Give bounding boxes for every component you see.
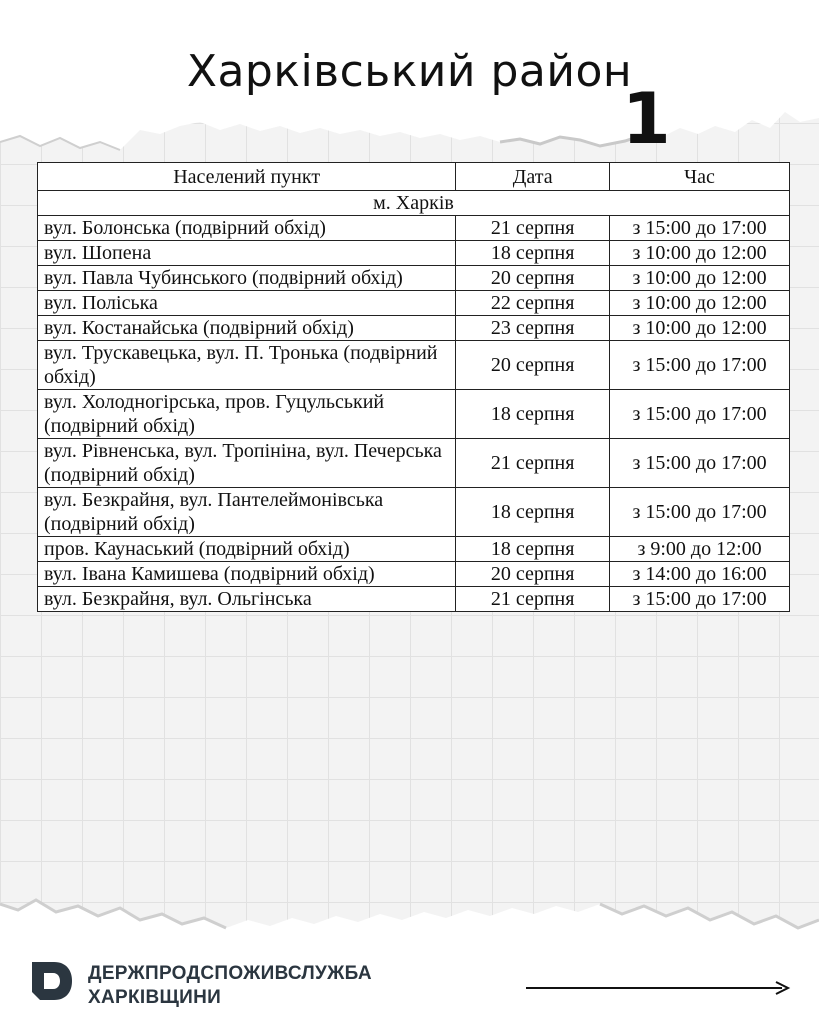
d-logo-icon [30,960,74,1002]
header-time: Час [610,163,790,191]
table-row [38,537,790,562]
page-number: 1 [622,78,671,160]
time-cell: з 15:00 до 17:00 [610,341,790,390]
date-cell: 18 серпня [456,390,610,439]
place-cell: вул. Болонська (подвірний обхід) [38,216,456,241]
table-row [38,488,790,537]
time-cell: з 15:00 до 17:00 [610,587,790,612]
place-cell: вул. Рівненська, вул. Тропініна, вул. Печерська (подвірний обхід) [38,439,456,488]
place-cell: вул. Івана Камишева (подвірний обхід) [38,562,456,587]
schedule-table [37,162,790,612]
date-cell: 23 серпня [456,316,610,341]
place-cell: вул. Костанайська (подвірний обхід) [38,316,456,341]
organization-name [88,962,372,1010]
time-cell: з 15:00 до 17:00 [610,439,790,488]
place-cell: вул. Павла Чубинського (подвірний обхід) [38,266,456,291]
arrow-right-icon [526,978,792,998]
city-name: м. Харків [38,191,790,216]
date-cell: 18 серпня [456,537,610,562]
place-cell: вул. Холодногірська, пров. Гуцульський (подвірний обхід) [38,390,456,439]
table-row [38,562,790,587]
organization-name-line1: ДЕРЖПРОДСПОЖИВСЛУЖБА [88,963,372,984]
date-cell: 22 серпня [456,291,610,316]
time-cell: з 15:00 до 17:00 [610,216,790,241]
date-cell: 18 серпня [456,241,610,266]
place-cell: вул. Трускавецька, вул. П. Тронька (подвірний обхід) [38,341,456,390]
date-cell: 20 серпня [456,341,610,390]
place-cell: вул. Безкрайня, вул. Ольгінська [38,587,456,612]
table-header-row [38,163,790,191]
organization-name-line2: ХАРКІВЩИНИ [88,987,222,1008]
place-cell: вул. Безкрайня, вул. Пантелеймонівська (подвірний обхід) [38,488,456,537]
time-cell: з 10:00 до 12:00 [610,241,790,266]
place-cell: вул. Шопена [38,241,456,266]
date-cell: 18 серпня [456,488,610,537]
table-row [38,439,790,488]
date-cell: 21 серпня [456,587,610,612]
table-row [38,390,790,439]
city-row [38,191,790,216]
time-cell: з 10:00 до 12:00 [610,316,790,341]
time-cell: з 14:00 до 16:00 [610,562,790,587]
time-cell: з 9:00 до 12:00 [610,537,790,562]
time-cell: з 10:00 до 12:00 [610,266,790,291]
time-cell: з 10:00 до 12:00 [610,291,790,316]
page-title: Харківський район [186,46,633,97]
table-row [38,241,790,266]
table-row [38,316,790,341]
date-cell: 21 серпня [456,216,610,241]
time-cell: з 15:00 до 17:00 [610,390,790,439]
table-row [38,216,790,241]
table-row [38,587,790,612]
place-cell: пров. Каунаський (подвірний обхід) [38,537,456,562]
time-cell: з 15:00 до 17:00 [610,488,790,537]
date-cell: 20 серпня [456,562,610,587]
table-row [38,291,790,316]
header-place: Населений пункт [38,163,456,191]
table-row [38,266,790,291]
place-cell: вул. Поліська [38,291,456,316]
table-row [38,341,790,390]
date-cell: 20 серпня [456,266,610,291]
header-date: Дата [456,163,610,191]
date-cell: 21 серпня [456,439,610,488]
